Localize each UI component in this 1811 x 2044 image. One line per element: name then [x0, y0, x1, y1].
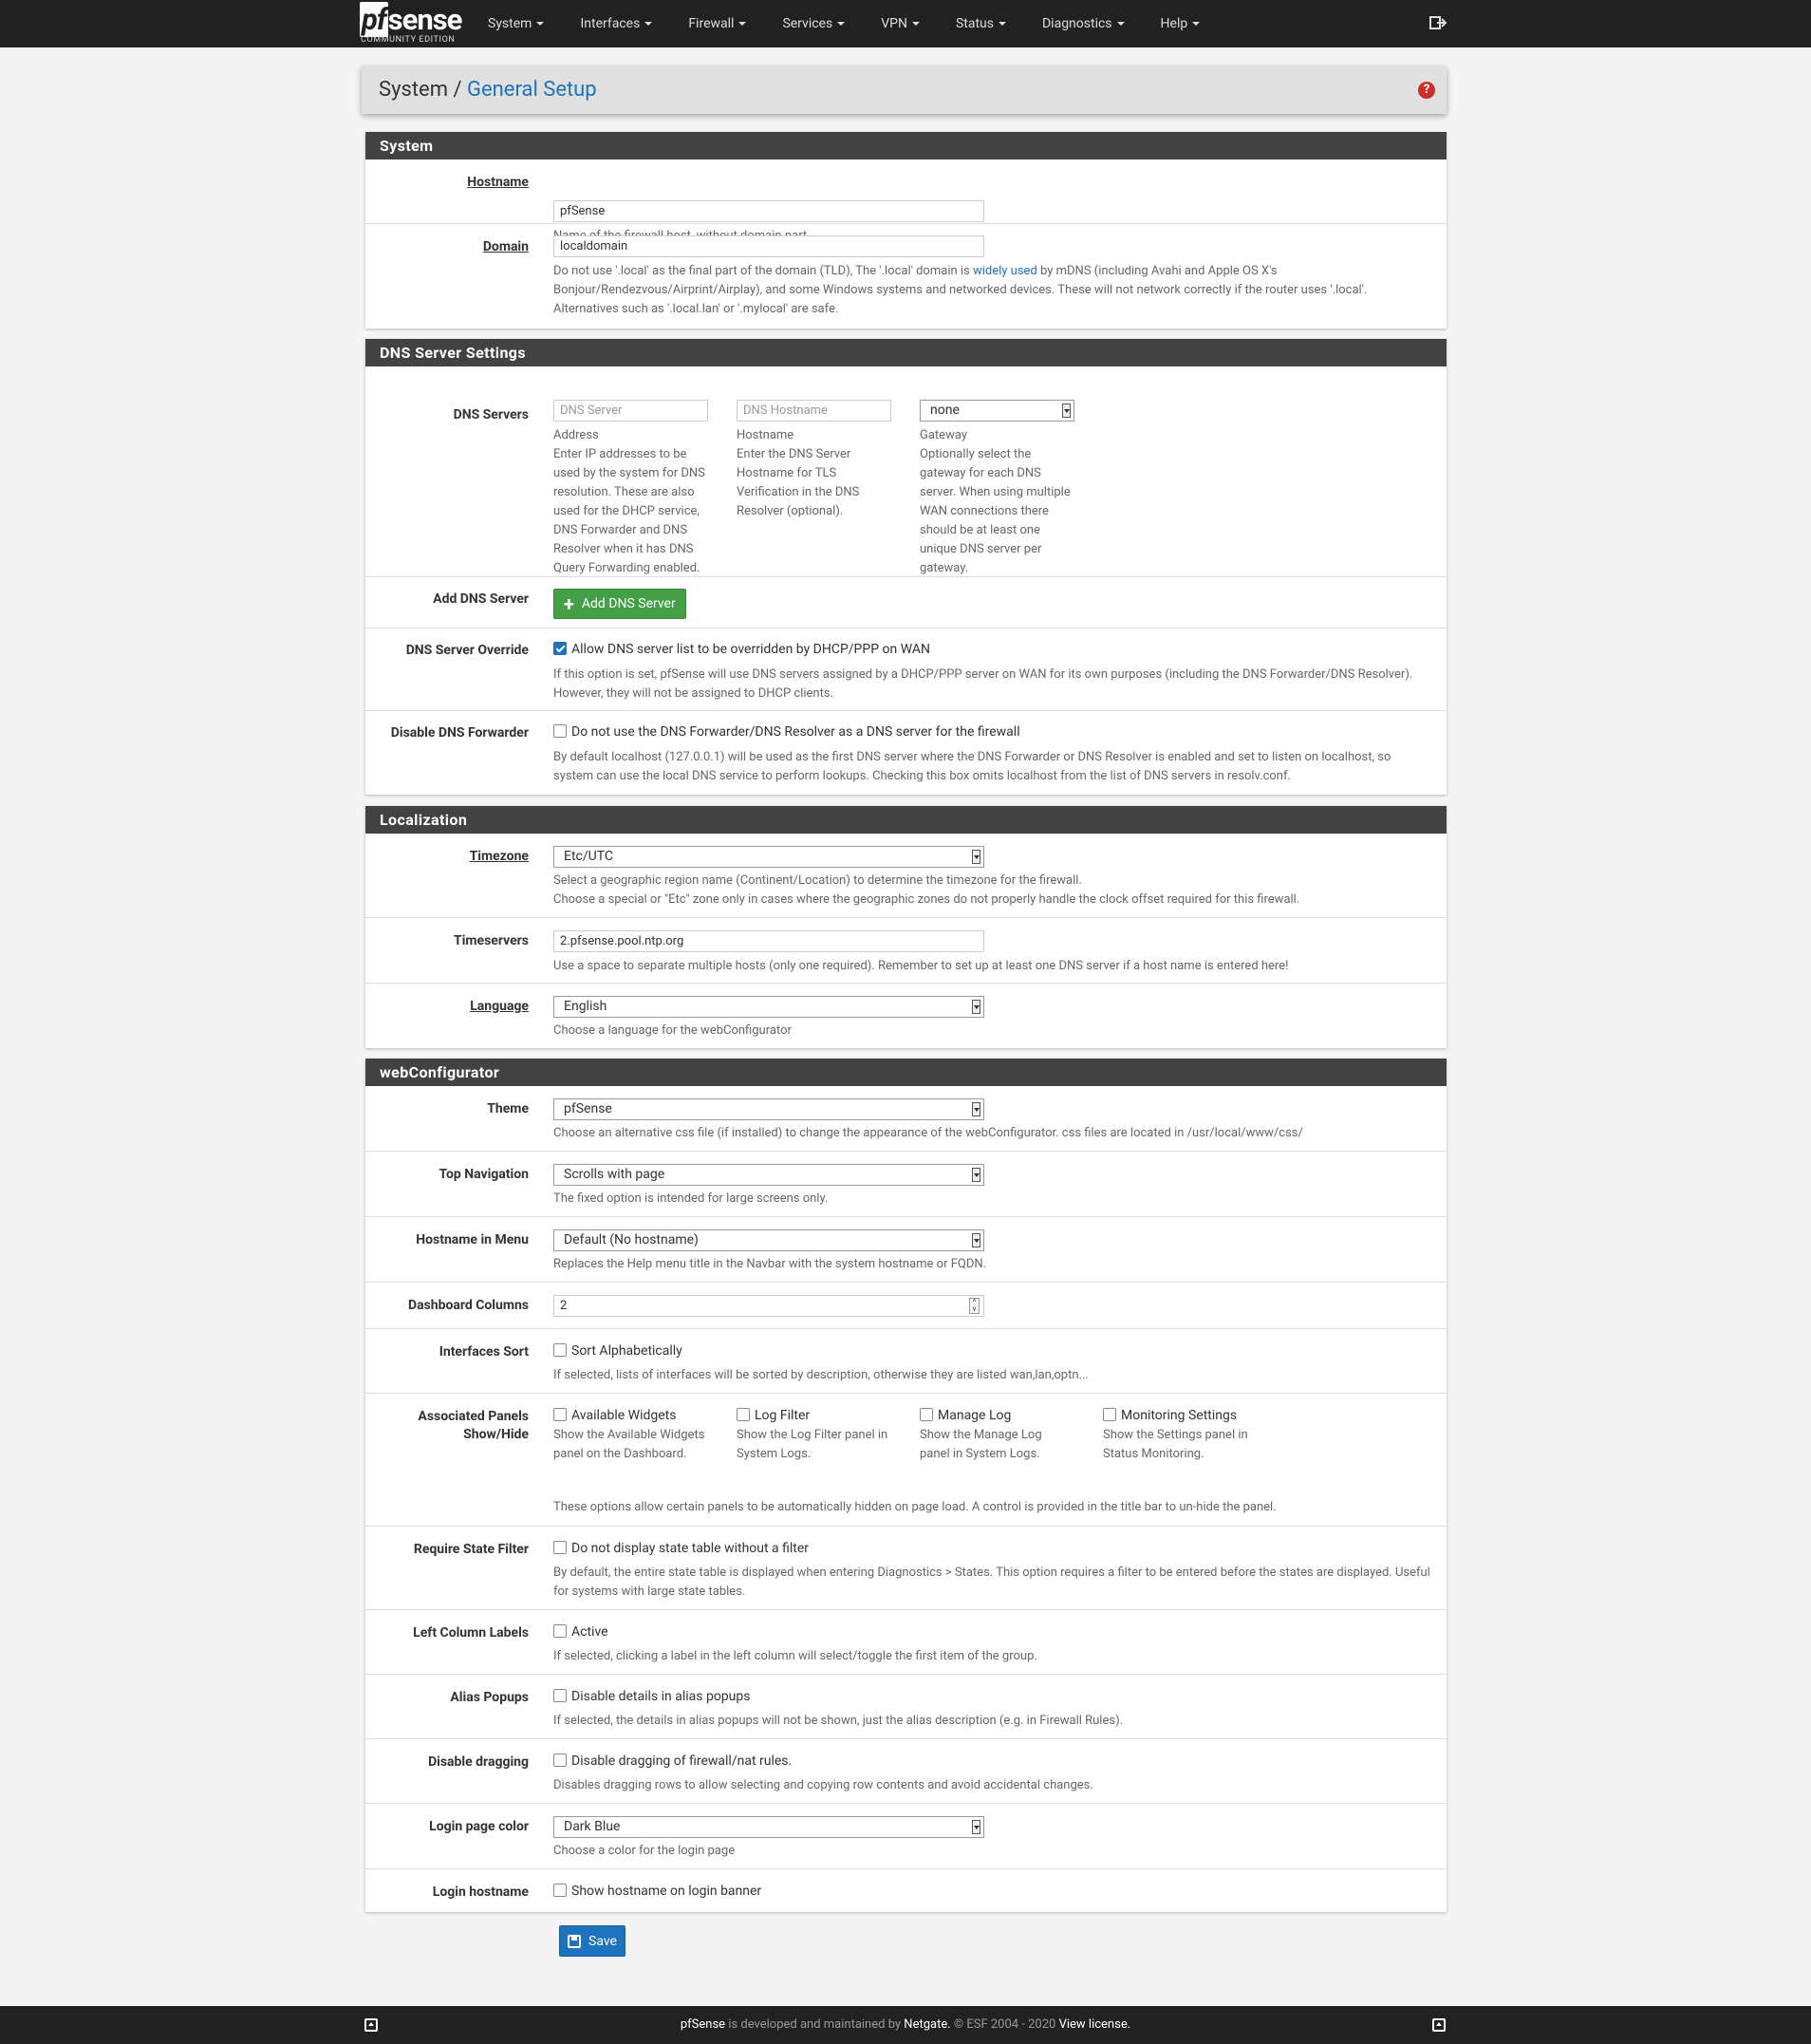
theme-row — [365, 1086, 1447, 1152]
webconfigurator-panel — [365, 1059, 1447, 1912]
nav-help[interactable]: Help — [1161, 16, 1201, 31]
hostname-label[interactable]: Hostname — [467, 175, 529, 190]
dns-server-settings-panel — [365, 339, 1447, 795]
nav-system[interactable]: System — [488, 16, 544, 31]
help-icon[interactable]: ? — [1418, 82, 1435, 99]
dns-override-text: Allow DNS server list to be overridden by DHCP/PPP on WAN — [571, 642, 930, 657]
domain-label[interactable]: Domain — [482, 239, 529, 254]
language-label[interactable]: Language — [470, 999, 529, 1014]
nav-interfaces[interactable]: Interfaces — [580, 16, 652, 31]
add-dns-server-label: Add DNS Server — [433, 591, 529, 607]
pfsense-logo[interactable]: pfsense COMMUNITY EDITION — [361, 2, 462, 45]
caret-down-icon — [644, 22, 652, 26]
timeservers-row — [365, 918, 1447, 984]
dns-override-checkbox[interactable] — [553, 642, 567, 655]
disable-dns-forwarder-checkbox[interactable] — [553, 724, 567, 738]
available-widgets-checkbox[interactable] — [553, 1408, 567, 1421]
panel-heading: DNS Server Settings — [365, 339, 1447, 366]
monitoring-settings-help: Show the Settings panel in Status Monitoring. — [1103, 1428, 1248, 1461]
caret-down-icon — [738, 22, 746, 26]
alias-popups-row: Alias Popups Disable details in alias popups If selected, the details in alias popups will not be shown, just the alias description (e.g. in Firewall Rules). — [365, 1675, 1447, 1739]
require-state-filter-row: Require State Filter Do not display state table without a filter By default, the entire state table is displayed when entering Diagnostics > States. This option requires a filter to be entered before the states are displayed. Useful for systems with large state tables. — [365, 1527, 1447, 1610]
edition-label: COMMUNITY EDITION — [361, 35, 456, 45]
spinner-arrows-icon[interactable]: ^ v — [969, 1298, 980, 1314]
hostname-row — [365, 159, 1447, 224]
language-select[interactable]: English — [553, 996, 984, 1018]
save-icon — [568, 1935, 581, 1948]
dns-gateway-title: Gateway — [920, 428, 967, 442]
domain-input[interactable]: localdomain — [553, 235, 984, 257]
interfaces-sort-label: Interfaces Sort — [439, 1344, 529, 1360]
theme-label: Theme — [487, 1101, 529, 1116]
log-filter-help: Show the Log Filter panel in System Logs. — [737, 1428, 888, 1461]
require-state-filter-checkbox[interactable] — [553, 1541, 567, 1554]
main-menu — [488, 0, 1236, 47]
left-column-labels-label: Left Column Labels — [413, 1625, 529, 1641]
logout-icon[interactable] — [1429, 14, 1447, 31]
dropdown-arrow-icon — [972, 1233, 980, 1247]
interfaces-sort-row — [365, 1329, 1447, 1394]
disable-dns-forwarder-row — [365, 711, 1447, 795]
disable-dns-forwarder-label: Disable DNS Forwarder — [390, 725, 529, 741]
monitoring-settings-checkbox[interactable] — [1103, 1408, 1116, 1421]
timezone-label[interactable]: Timezone — [469, 849, 529, 864]
hostname-in-menu-select[interactable]: Default (No hostname) — [553, 1229, 984, 1251]
nav-vpn[interactable]: VPN — [881, 16, 920, 31]
hostname-in-menu-row — [365, 1217, 1447, 1283]
add-dns-server-row — [365, 577, 1447, 628]
dropdown-arrow-icon — [972, 1168, 980, 1182]
caret-down-icon — [837, 22, 845, 26]
dns-override-help: If this option is set, pfSense will use DNS servers assigned by a DHCP/PPP server on WAN for its own purposes (including the DNS Forwarder/DNS Resolver). However, they will not be assigned to DHCP clients. — [553, 667, 1413, 701]
scroll-top-icon-right[interactable] — [1432, 2018, 1446, 2032]
dns-hostname-help: Enter the DNS Server Hostname for TLS Verification in the DNS Resolver (optional). — [737, 447, 860, 518]
top-navigation-label: Top Navigation — [439, 1167, 529, 1182]
language-help: Choose a language for the webConfigurator — [553, 1023, 792, 1038]
dns-override-row — [365, 628, 1447, 711]
nav-firewall[interactable]: Firewall — [688, 16, 746, 31]
caret-down-icon — [912, 22, 920, 26]
panel-heading: Localization — [365, 806, 1447, 834]
dns-hostname-title: Hostname — [737, 428, 794, 442]
require-state-filter-label: Require State Filter — [413, 1542, 529, 1557]
timezone-select[interactable]: Etc/UTC — [553, 846, 984, 868]
login-hostname-label: Login hostname — [432, 1885, 529, 1900]
dns-address-help: Enter IP addresses to be used by the system for DNS resolution. These are also used for the DHCP service, DNS Forwarder and DNS Resolver when it has DNS Query Forwarding enabled. — [553, 447, 705, 575]
alias-popups-checkbox[interactable] — [553, 1689, 567, 1702]
associated-panels-label: Associated Panels Show/Hide — [418, 1409, 529, 1442]
manage-log-checkbox[interactable] — [920, 1408, 933, 1421]
top-navbar — [0, 0, 1811, 47]
left-column-labels-help: If selected, clicking a label in the left column will select/toggle the first item of the group. — [553, 1649, 1037, 1663]
dns-server-input[interactable]: DNS Server — [553, 400, 708, 422]
dropdown-arrow-icon — [972, 1820, 980, 1834]
top-navigation-select[interactable]: Scrolls with page — [553, 1164, 984, 1186]
dns-servers-label: DNS Servers — [453, 407, 529, 422]
language-row — [365, 984, 1447, 1048]
netgate-link[interactable]: Netgate. — [904, 2017, 951, 2032]
disable-dns-forwarder-text: Do not use the DNS Forwarder/DNS Resolver as a DNS server for the firewall — [571, 724, 1020, 740]
caret-down-icon — [999, 22, 1006, 26]
associated-panels-help: These options allow certain panels to be automatically hidden on page load. A control is provided in the title bar to un-hide the panel. — [553, 1500, 1277, 1514]
timeservers-input[interactable]: 2.pfsense.pool.ntp.org — [553, 930, 984, 952]
hostname-input[interactable]: pfSense — [553, 200, 984, 222]
disable-dns-forwarder-help: By default localhost (127.0.0.1) will be used as the first DNS server where the DNS Forwarder or DNS Resolver is enabled and set to listen on localhost, so system can use the local DNS service to perform lookups. Checking this box omits localhost from the list of DNS servers in resolv.conf. — [553, 750, 1391, 783]
caret-down-icon — [536, 22, 544, 26]
dns-gateway-help: Optionally select the gateway for each DNS server. When using multiple WAN connections there should be at least one unique DNS server per gateway. — [920, 447, 1071, 575]
add-dns-server-button[interactable]: + Add DNS Server — [553, 589, 686, 619]
associated-panels-row: Associated Panels Show/Hide Available Widgets Show the Available Widgets panel on the Dashboard. Log Filter Show the Log Filter panel in System Logs. Manage Log Show the Manage Log panel in System Logs. Monitoring Settings Show the Settings panel in Status Monitoring. These options allow certain panels to be automatically hidden on page load. A control is provided in the title bar to un-hide the panel. — [365, 1394, 1447, 1527]
theme-help: Choose an alternative css file (if installed) to change the appearance of the webConfigurator. css files are located in /usr/local/www/css/ — [553, 1126, 1303, 1140]
login-page-color-label: Login page color — [429, 1819, 529, 1834]
timeservers-label: Timeservers — [454, 933, 529, 948]
domain-row — [365, 224, 1447, 328]
dropdown-arrow-icon — [972, 1000, 980, 1014]
footer-brand: pfSense — [680, 2017, 726, 2032]
save-button[interactable]: Save — [559, 1925, 625, 1957]
disable-dragging-label: Disable dragging — [428, 1754, 529, 1770]
widely-used-link[interactable]: widely used — [972, 264, 1037, 278]
hostname-in-menu-label: Hostname in Menu — [416, 1232, 529, 1247]
timeservers-help: Use a space to separate multiple hosts (only one required). Remember to set up at least one DNS server if a host name is entered here! — [553, 959, 1289, 973]
left-column-labels-row: Left Column Labels Active If selected, clicking a label in the left column will select/toggle the first item of the group. — [365, 1610, 1447, 1675]
dropdown-arrow-icon — [1062, 403, 1071, 418]
localization-panel — [365, 806, 1447, 1048]
breadcrumb-general-setup[interactable]: General Setup — [466, 78, 597, 102]
dns-hostname-input[interactable]: DNS Hostname — [737, 400, 891, 422]
login-page-color-select[interactable]: Dark Blue — [553, 1816, 984, 1838]
dns-address-title: Address — [553, 428, 599, 442]
login-page-color-row — [365, 1804, 1447, 1869]
dashboard-columns-row — [365, 1283, 1447, 1329]
alias-popups-help: If selected, the details in alias popups will not be shown, just the alias description (e.g. in Firewall Rules). — [553, 1714, 1124, 1728]
interfaces-sort-help: If selected, lists of interfaces will be sorted by description, otherwise they are listed wan,lan,optn... — [553, 1368, 1089, 1382]
panel-heading: System — [365, 132, 1447, 159]
log-filter-checkbox[interactable] — [737, 1408, 750, 1421]
login-hostname-checkbox[interactable] — [553, 1884, 567, 1897]
nav-status[interactable]: Status — [956, 16, 1006, 31]
top-navigation-help: The fixed option is intended for large screens only. — [553, 1191, 829, 1206]
dns-servers-row — [365, 366, 1447, 577]
plus-icon: + — [564, 592, 574, 615]
interfaces-sort-text: Sort Alphabetically — [571, 1343, 682, 1359]
dashboard-columns-label: Dashboard Columns — [407, 1298, 529, 1313]
login-page-color-help: Choose a color for the login page — [553, 1844, 736, 1858]
footer — [0, 2006, 1811, 2044]
panel-heading: webConfigurator — [365, 1059, 1447, 1086]
timezone-help: Select a geographic region name (Continent/Location) to determine the timezone for the firewall. Choose a special or "Etc" zone only in cases where the geographic zones do not properly handle the clock offset required for this firewall. — [553, 873, 1300, 907]
page-title: System / General Setup — [379, 78, 597, 102]
left-column-labels-checkbox[interactable] — [553, 1624, 567, 1638]
breadcrumb-system[interactable]: System — [379, 78, 448, 102]
login-hostname-row: Login hostname Show hostname on login banner — [432, 1884, 762, 1900]
domain-help: Do not use '.local' as the final part of the domain (TLD), The '.local' domain is widely used by mDNS (including Avahi and Apple OS X's Bonjour/Rendezvous/Airprint/Airplay), and some Windows systems and networked devices. These will not network correctly if the router uses '.local'. Alternatives such as '.local.lan' or '.mylocal' are safe. — [553, 264, 1368, 316]
theme-select[interactable]: pfSense — [553, 1098, 984, 1120]
top-navigation-row — [365, 1152, 1447, 1217]
caret-down-icon — [1192, 22, 1200, 26]
timezone-row — [365, 834, 1447, 918]
caret-down-icon — [1117, 22, 1125, 26]
interfaces-sort-checkbox[interactable] — [553, 1343, 567, 1357]
dropdown-arrow-icon — [972, 850, 980, 864]
manage-log-help: Show the Manage Log panel in System Logs. — [920, 1428, 1042, 1461]
disable-dragging-row: Disable dragging Disable dragging of firewall/nat rules. Disables dragging rows to allow selecting and copying row contents and avoid accidental changes. — [365, 1739, 1447, 1804]
hostname-in-menu-help: Replaces the Help menu title in the Navbar with the system hostname or FQDN. — [553, 1257, 987, 1271]
dashboard-columns-input[interactable]: 2 ^ v — [553, 1295, 984, 1317]
nav-services[interactable]: Services — [782, 16, 845, 31]
dns-override-label: DNS Server Override — [405, 643, 529, 658]
nav-diagnostics[interactable]: Diagnostics — [1042, 16, 1125, 31]
available-widgets-help: Show the Available Widgets panel on the Dashboard. — [553, 1428, 705, 1461]
breadcrumb — [362, 66, 1447, 114]
dropdown-arrow-icon — [972, 1102, 980, 1116]
footer-text: pfSense is developed and maintained by Netgate. © ESF 2004 - 2020 View license. — [680, 2017, 1131, 2032]
alias-popups-label: Alias Popups — [450, 1690, 529, 1705]
disable-dragging-help: Disables dragging rows to allow selecting and copying row contents and avoid accidental changes. — [553, 1778, 1093, 1792]
system-panel — [365, 132, 1447, 328]
require-state-filter-help: By default, the entire state table is displayed when entering Diagnostics > States. This option requires a filter to be entered before the states are displayed. Useful for systems with large state tables. — [553, 1566, 1430, 1599]
disable-dragging-checkbox[interactable] — [553, 1753, 567, 1767]
view-license-link[interactable]: View license. — [1058, 2017, 1131, 2032]
dns-gateway-select[interactable]: none — [920, 400, 1074, 422]
